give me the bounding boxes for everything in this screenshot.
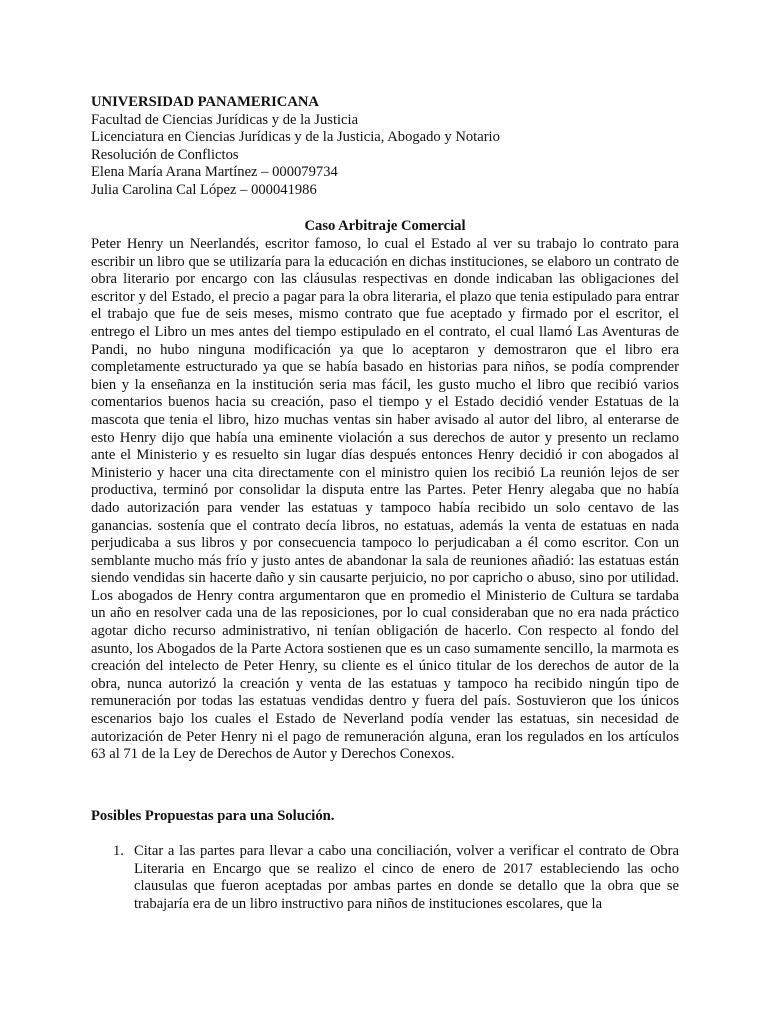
faculty-name: Facultad de Ciencias Jurídicas y de la Justicia xyxy=(91,111,359,128)
degree-name: Licenciatura en Ciencias Jurídicas y de la Justicia, Abogado y Notario xyxy=(91,129,500,146)
proposals-list xyxy=(91,843,679,913)
case-title: Caso Arbitraje Comercial xyxy=(304,218,466,234)
university-name: UNIVERSIDAD PANAMERICANA xyxy=(91,94,319,110)
proposals-title: Posibles Propuestas para una Solución. xyxy=(91,808,335,824)
list-item-number: 1. xyxy=(113,843,124,859)
list-item xyxy=(91,843,679,913)
document-header xyxy=(91,94,691,200)
case-body: Peter Henry un Neerlandés, escritor famoso, lo cual el Estado al ver su trabajo lo contrato para escribir un libro que se utilizaría para la educación en dichas instituciones, se elaboro un contrato de obra literario por encargo con las cláusulas respectivas en donde indicaban las obligaciones del escritor y del Estado, el precio a pagar para la obra literaria, el plazo que tenia estipulado para entrar el trabajo que fue de seis meses, mismo contrato que fue aceptado y firmado por el escritor, el entrego el Libro un mes antes del tiempo estipulado en el contrato, el cual llamó Las Aventuras de Pandi, no hubo ninguna modificación ya que lo aceptaron y demostraron que el libro era completamente estructurado ya que se había basado en historias para niños, se podía comprender bien y la enseñanza en la institución seria mas fácil, les gusto mucho el libro que recibió varios comentarios buenos hacia su creación, paso el tiempo y el Estado decidió vender Estatuas de la mascota que tenia el libro, hizo muchas ventas sin haber avisado al autor del libro, al enterarse de esto Henry dijo que había una eminente violación a sus derechos de autor y presento un reclamo ante el Ministerio y es resuelto sin lugar días después entonces Henry decidió ir con abogados al Ministerio y hacer una cita directamente con el ministro quien los recibió La reunión lejos de ser productiva, terminó por consolidar la disputa entre las Partes. Peter Henry alegaba que no había dado autorización para vender las estatuas y tampoco había recibido un solo centavo de las ganancias. sostenía que el contrato decía libros, no estatuas, además la venta de estatuas en nada perjudicaba a sus libros y por consecuencia tampoco lo perjudicaban a él como escritor. Con un semblante mucho más frío y justo antes de abandonar la sala de reuniones añadió: las estatuas están siendo vendidas sin hacerte daño y sin causarte perjuicio, no por capricho o abuso, sino por utilidad. Los abogados de Henry contra argumentaron que en promedio el Ministerio de Cultura se tardaba un año en resolver cada una de las reposiciones, por lo cual consideraban que no era nada práctico agotar dicho recurso administrativo, ni tenían obligación de hacerlo. Con respecto al fondo del asunto, los Abogados de la Parte Actora sostienen que es un caso sumamente sencillo, la marmota es creación del intelecto de Peter Henry, su cliente es el único titular de los derechos de autor de la obra, nunca autorizó la creación y venta de las estatuas y tampoco ha recibido ningún tipo de remuneración por todas las estatuas vendidas dentro y fuera del país. Sostuvieron que los únicos escenarios bajo los cuales el Estado de Neverland podía vender las estatuas, sin necesidad de autorización de Peter Henry ni el pago de remuneración alguna, eran los regulados en los artículos 63 al 71 de la Ley de Derechos de Autor y Derechos Conexos. xyxy=(91,236,679,763)
list-item-text: Citar a las partes para llevar a cabo una conciliación, volver a verificar el contrato de Obra Literaria en Encargo que se realizo el cinco de enero de 2017 estableciendo las ocho clausulas que fueron aceptadas por ambas partes en donde se detallo que la obra que se trabajaría era de un libro instructivo para niños de instituciones escolares, que la xyxy=(134,843,679,912)
course-name: Resolución de Conflictos xyxy=(91,146,239,163)
student-name-2: Julia Carolina Cal López – 000041986 xyxy=(91,181,317,198)
student-name-1: Elena María Arana Martínez – 000079734 xyxy=(91,164,338,181)
